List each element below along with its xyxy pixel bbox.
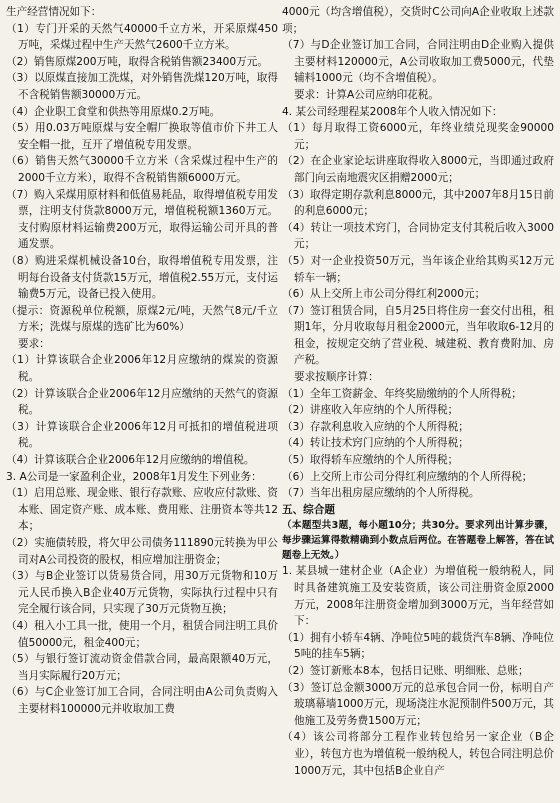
paragraph: （5）与银行签订流动资金借款合同，最高限额40万元，当月实际履行20万元； — [6, 653, 278, 682]
paragraph: （1）拥有小轿车4辆、净吨位5吨的载货汽车8辆、净吨位5吨的挂车5辆； — [282, 631, 554, 661]
paragraph: 4000元（均含增值税），交货时C公司向A企业收取上述款项； — [282, 6, 554, 35]
paragraph: （1）启用总账、现金账、银行存款账、应收应付款账、资本账、固定资产账、成本账、费用账、注册资本等共12本； — [6, 487, 278, 533]
paragraph: （2）签订新账本8本，包括日记账、明细账、总账； — [282, 664, 529, 677]
requirement-item: （2）讲座收入年应纳的个人所得税； — [282, 404, 459, 417]
question-heading: 3. A公司是一家盈利企业，2008年1月发生下列业务： — [6, 470, 262, 483]
requirement-item: （3）计算该联合企业2006年12月可抵扣的增值税进项税。 — [6, 420, 278, 450]
paragraph: （5）对一企业投资50万元，当年该企业给其购买12万元轿车一辆； — [282, 254, 554, 284]
hint-paragraph: （提示：资源税单位税额，原煤2元/吨，天然气8元/千立方米；洗煤与原煤的选矿比为60%） — [6, 304, 278, 334]
paragraph: （4）该公司将部分工程作业转包给另一家企业（B企业），转包方也为增值税一般纳税人，转包合同注明总价1000万元，其中包括B企业自产 — [282, 731, 554, 777]
paragraph: （3）取得定期存款利息8000元，其中2007年8月15日前的利息6000元； — [282, 188, 554, 218]
paragraph: 要求：计算A公司应纳印花税。 — [294, 88, 439, 101]
paragraph: （3）与B企业签订以货易货合同，用30万元货物和10万元人民币换入B企业40万元货物，实际执行过程中只有完全履行该合同，只实现了30万元货物互换； — [6, 570, 278, 616]
paragraph: （6）与C企业签订加工合同，合同注明由A公司负责购入主要材料100000元并收取加工费 — [6, 686, 278, 715]
section-instructions: （本题型共3题，每小题10分；共30分。要求列出计算步骤，每步骤运算得数精确到小数点后两位。在答题卷上解答，答在试题卷上无效。） — [282, 520, 554, 562]
right-column — [282, 4, 554, 803]
paragraph: （3）以原煤直接加工洗煤，对外销售洗煤120万吨，取得不含税销售额30000万元。 — [6, 72, 278, 101]
paragraph: （2）销售原煤200万吨，取得含税销售额23400万元。 — [6, 55, 268, 68]
paragraph: （7）与D企业签订加工合同，合同注明由D企业购入提供主要材料120000元，A公司收取加工费5000元，代垫辅料1000元（均不含增值税）。 — [282, 39, 554, 85]
paragraph: （5）用0.03万吨原煤与安全帽厂换取等值市价下井工人安全帽一批，互开了增值税专用发票。 — [6, 122, 278, 151]
paragraph: （4）转让一项技术窍门，合同协定支付其税后收入3000元； — [282, 221, 554, 251]
requirements-label: 要求按顺序计算： — [294, 371, 379, 384]
paragraph: （8）购进采煤机械设备10台，取得增值税专用发票，注明每台设备支付货款15万元，增值税2.55万元，支付运输费5万元，设备已投入使用。 — [6, 254, 278, 301]
requirement-item: （2）计算该联合企业2006年12月应缴纳的天然气的资源税。 — [6, 387, 278, 417]
requirement-item: （1）全年工资薪金、年终奖励缴纳的个人所得税； — [282, 387, 522, 400]
question-heading: 4. 某公司经理程某2008年个人收入情况如下： — [282, 105, 503, 118]
paragraph: （4）租入小工具一批，使用一个月，租赁合同注明工具价值50000元，租金400元； — [6, 619, 278, 649]
paragraph: （2）在企业家论坛讲座取得收入8000元，当即通过政府部门向云南地震灾区捐赠2000元； — [282, 155, 554, 184]
paragraph: （1）专门开采的天然气40000千立方米，开采原煤450万吨，采煤过程中生产天然气2600千立方米。 — [6, 22, 278, 52]
paragraph: （6）销售天然气30000千立方米（含采煤过程中生产的2000千立方米），取得不含税销售额6000万元。 — [6, 155, 278, 184]
paragraph: （6）从上交所上市公司分得红利2000元； — [282, 288, 486, 301]
paragraph: （1）每月取得工资6000元，年终业绩兑现奖金90000元； — [282, 122, 554, 151]
requirements-label: 要求： — [18, 337, 50, 350]
question-heading: 1. 某县城一建材企业（A企业）为增值税一般纳税人，同时具备建筑施工及安装资质，该公司注册资金原2000万元，2008年注册资金增加到3000万元，当年经营如下： — [282, 565, 554, 628]
requirement-item: （1）计算该联合企业2006年12月应缴纳的煤炭的资源税。 — [6, 354, 278, 384]
paragraph: （2）实施债转股，将欠甲公司债务111890元转换为甲公司对A公司投资的股权，相应增加注册资金； — [6, 537, 278, 566]
requirement-item: （7）当年出租房屋应缴纳的个人所得税。 — [282, 487, 480, 500]
requirement-item: （5）取得轿车应缴纳的个人所得税； — [282, 454, 459, 467]
section-title: 五、综合题 — [282, 503, 335, 516]
paragraph: （3）签订总金额3000万元的总承包合同一份，标明自产玻璃幕墙1000万元，现场浇注水泥预制件500万元，其他施工及劳务费1500万元； — [282, 681, 554, 727]
paragraph: 生产经营情况如下： — [6, 6, 102, 18]
paragraph: （7）购入采煤用原材料和低值易耗品，取得增值税专用发票，注明支付货款8000万元，增值税税额1360万元。支付购原材料运输费200万元，取得运输公司开具的普通发票。 — [6, 188, 278, 251]
requirement-item: （4）计算该联合企业2006年12月应缴纳的增值税。 — [6, 454, 255, 467]
paragraph: （4）企业职工食堂和供热等用原煤0.2万吨。 — [6, 105, 221, 118]
left-column — [6, 4, 278, 803]
paragraph: （7）签订租赁合同，自5月25日将住房一套交付出租，租期1年，分月收取每月租金2000元，当年收取6-12月的租金，按规定交纳了营业税、城建税、教育费附加、房产税。 — [282, 304, 554, 367]
requirement-item: （3）存款利息收入应纳的个人所得税； — [282, 420, 469, 433]
requirement-item: （6）上交所上市公司分得红利应缴纳的个人所得税； — [282, 470, 533, 483]
requirement-item: （4）转让技术窍门应纳的个人所得税； — [282, 437, 469, 450]
